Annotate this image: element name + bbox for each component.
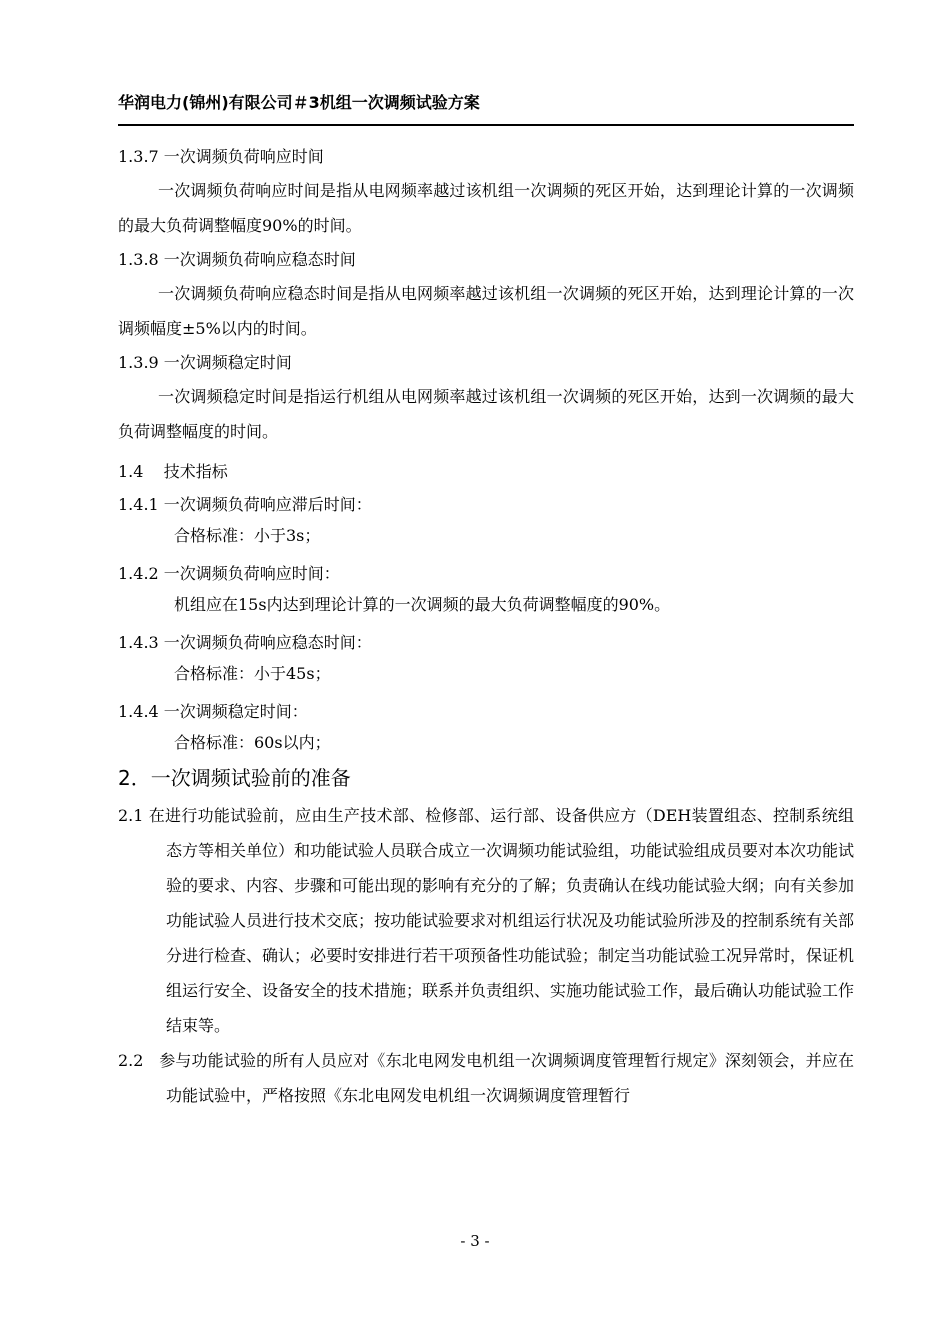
paragraph-2-1: 2.1 在进行功能试验前，应由生产技术部、检修部、运行部、设备供应方（DEH装置组态、控制系统组态方等相关单位）和功能试验人员联合成立一次调频功能试验组，功能试验组成员要对本次功能试验的要求、内容、步骤和可能出现的影响有充分的了解；负责确认在线功能试验大纲；向有关参加功能试验人员进行技术交底；按功能试验要求对机组运行状况及功能试验所涉及的控制系统有关部分进行检查、确认；必要时安排进行若干项预备性功能试验；制定当功能试验工况异常时，保证机组运行安全、设备安全的技术措施；联系并负责组织、实施功能试验工作，最后确认功能试验工作结束等。: [118, 806, 855, 1035]
criterion-1-4-1: 合格标准：小于3s；: [174, 526, 321, 545]
document-header: 华润电力(锦州)有限公司＃3机组一次调频试验方案: [118, 93, 480, 112]
subsection-heading-1-4: 1.4 技术指标: [118, 462, 228, 481]
subsection-heading-1-3-7: 1.3.7 一次调频负荷响应时间: [118, 147, 324, 166]
header-divider: [118, 124, 854, 126]
criterion-1-4-3: 合格标准：小于45s；: [174, 664, 331, 683]
section-heading-2: 2．一次调频试验前的准备: [118, 766, 351, 790]
paragraph-1-3-9: 一次调频稳定时间是指运行机组从电网频率越过该机组一次调频的死区开始，达到一次调频的最大负荷调整幅度的时间。: [118, 387, 854, 441]
subsection-heading-1-3-9: 1.3.9 一次调频稳定时间: [118, 353, 292, 372]
page-number: - 3 -: [460, 1232, 490, 1250]
criterion-1-4-2: 机组应在15s内达到理论计算的一次调频的最大负荷调整幅度的90%。: [174, 595, 671, 614]
criterion-1-4-4: 合格标准：60s以内；: [174, 733, 331, 752]
subsection-heading-1-4-3: 1.4.3 一次调频负荷响应稳态时间：: [118, 633, 372, 652]
paragraph-1-3-8: 一次调频负荷响应稳态时间是指从电网频率越过该机组一次调频的死区开始，达到理论计算的一次调频幅度±5%以内的时间。: [118, 284, 854, 338]
paragraph-2-2: 2.2 参与功能试验的所有人员应对《东北电网发电机组一次调频调度管理暂行规定》深刻领会，并应在功能试验中，严格按照《东北电网发电机组一次调频调度管理暂行: [118, 1051, 854, 1105]
subsection-heading-1-3-8: 1.3.8 一次调频负荷响应稳态时间: [118, 250, 356, 269]
subsection-heading-1-4-4: 1.4.4 一次调频稳定时间：: [118, 702, 308, 721]
subsection-heading-1-4-2: 1.4.2 一次调频负荷响应时间：: [118, 564, 340, 583]
subsection-heading-1-4-1: 1.4.1 一次调频负荷响应滞后时间：: [118, 495, 372, 514]
paragraph-1-3-7: 一次调频负荷响应时间是指从电网频率越过该机组一次调频的死区开始，达到理论计算的一次调频的最大负荷调整幅度90%的时间。: [118, 181, 854, 235]
page-content: [118, 140, 854, 1113]
